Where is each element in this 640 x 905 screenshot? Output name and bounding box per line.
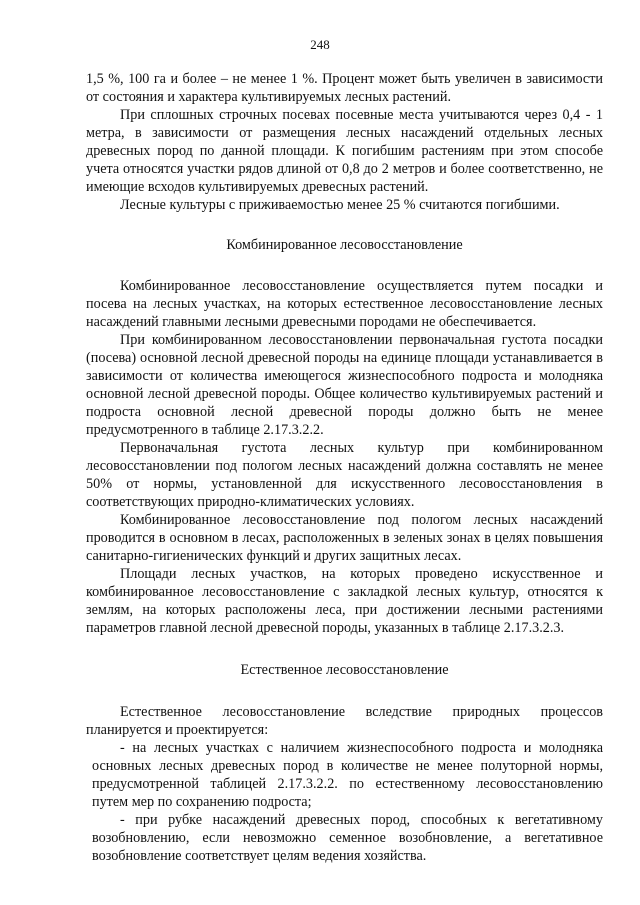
paragraph: При комбинированном лесовосстановлении первоначальная густота посадки (посева) основной лесной древесной породы на единице площади устанавливается в зависимости от количества имеющегося жизнеспособного подроста и молодняка основной лесной древесной породы. Общее количество культивируемых растений и подроста основной лесной древесной породы должно быть не менее предусмотренного в таблице 2.17.3.2.2. xyxy=(86,332,603,438)
paragraph: Комбинированное лесовосстановление осуществляется путем посадки и посева на лесных участках, на которых естественное лесовосстановление лесных насаждений главными лесными древесными породами не обеспечивается. xyxy=(86,278,603,330)
page-number: 248 xyxy=(310,37,330,52)
section-heading-natural: Естественное лесовосстановление xyxy=(240,662,449,678)
paragraph: Площади лесных участков, на которых проведено искусственное и комбинированное лесовосстановление с закладкой лесных культур, относятся к землям, на которых расположены леса, при достижении лесными растениями параметров главной лесной древесной породы, указанных в таблице 2.17.3.2.3. xyxy=(86,566,603,636)
document-body xyxy=(86,70,603,865)
paragraph: Естественное лесовосстановление вследствие природных процессов планируется и проектируется: xyxy=(86,704,603,738)
list-item: - на лесных участках с наличием жизнеспособного подроста и молодняка основных лесных древесных пород в количестве не менее полуторной нормы, предусмотренной таблицей 2.17.3.2.2. по естественному лесовосстановлению путем мер по сохранению подроста; xyxy=(92,740,603,810)
paragraph: При сплошных строчных посевах посевные места учитываются через 0,4 - 1 метра, в зависимости от размещения лесных насаждений отдельных лесных древесных пород по данной площади. К погибшим растениям при этом способе учета относятся участки рядов длиной от 0,8 до 2 метров и более соответственно, не имеющие всходов культивируемых древесных растений. xyxy=(86,107,603,195)
list-item: - при рубке насаждений древесных пород, способных к вегетативному возобновлению, если невозможно семенное возобновление, а вегетативное возобновление соответствует целям ведения хозяйства. xyxy=(92,812,603,864)
paragraph: Первоначальная густота лесных культур при комбинированном лесовосстановлении под пологом лесных насаждений должна составлять не менее 50% от нормы, установленной для искусственного лесовосстановления в соответствующих природно-климатических условиях. xyxy=(86,440,603,510)
paragraph: Комбинированное лесовосстановление под пологом лесных насаждений проводится в основном в лесах, расположенных в зеленых зонах в целях повышения санитарно-гигиенических функций и других защитных лесах. xyxy=(86,512,603,564)
paragraph-continuation: 1,5 %, 100 га и более – не менее 1 %. Процент может быть увеличен в зависимости от состояния и характера культивируемых лесных растений. xyxy=(86,71,603,105)
section-heading-combined: Комбинированное лесовосстановление xyxy=(226,237,463,253)
paragraph: Лесные культуры с приживаемостью менее 25 % считаются погибшими. xyxy=(120,197,560,213)
